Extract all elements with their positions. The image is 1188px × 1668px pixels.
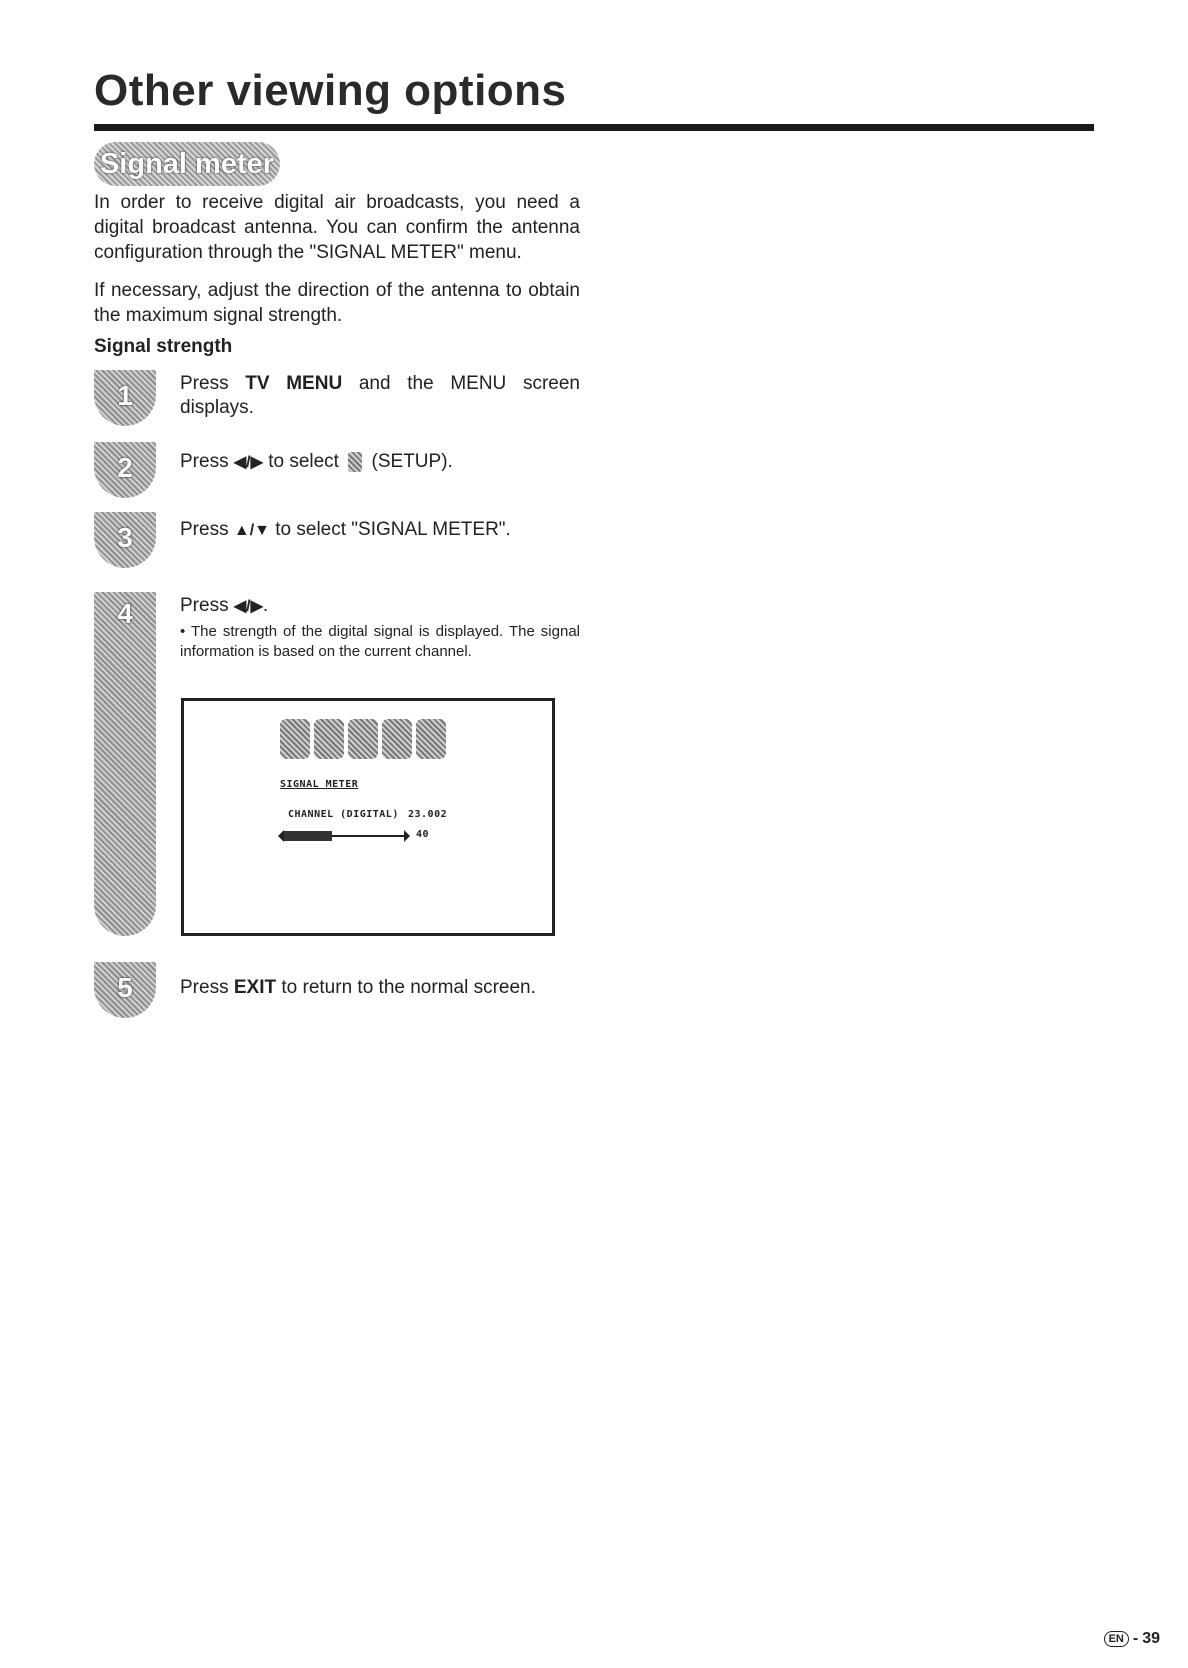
- step-3-number: 3: [117, 522, 133, 553]
- osd-menu-icons: [280, 719, 450, 763]
- step-1-badge: [94, 370, 156, 426]
- section-heading-label: Signal meter: [99, 147, 275, 180]
- step-5-badge: [94, 962, 156, 1018]
- option-icon: [382, 719, 412, 759]
- step-2-number: 2: [117, 452, 133, 483]
- step-5-number: 5: [117, 972, 133, 1003]
- step-4-number: 4: [117, 598, 133, 629]
- bar-right-arrow-icon: [404, 830, 410, 842]
- subheading: Signal strength: [94, 336, 233, 357]
- page-title: Other viewing options: [94, 66, 567, 115]
- audio-icon: [314, 719, 344, 759]
- osd-channel-value: 23.002: [408, 809, 448, 820]
- intro-paragraph-1: In order to receive digital air broadcasts, you need a digital broadcast antenna. You can confirm the antenna configuration through the "SIGNAL METER" menu.: [94, 192, 580, 263]
- signal-strength-bar: [284, 835, 404, 837]
- picture-icon: [280, 719, 310, 759]
- step-5-text: Press EXIT to return to the normal screen.: [180, 977, 536, 998]
- step-3-badge: [94, 512, 156, 568]
- signal-meter-screen: [181, 698, 555, 936]
- step-2-badge: [94, 442, 156, 498]
- signal-strength-fill: [284, 831, 332, 841]
- step-1-text: Press TV MENU and the MENU screen displays.: [180, 373, 580, 418]
- language-badge: EN: [1104, 1631, 1129, 1647]
- lock-icon: [416, 719, 446, 759]
- step-3-text: Press ▲/▼ to select "SIGNAL METER".: [180, 519, 511, 540]
- step-2-text: Press ◀/▶ to select (SETUP).: [180, 451, 453, 472]
- intro-paragraph-2: If necessary, adjust the direction of the antenna to obtain the maximum signal strength.: [94, 280, 580, 326]
- step-1-number: 1: [117, 380, 133, 411]
- page-footer: [1104, 1630, 1160, 1648]
- step-4-note: • The strength of the digital signal is displayed. The signal information is based on the current channel.: [180, 623, 580, 660]
- page-number: 39: [1142, 1630, 1160, 1647]
- step-4-text: Press ◀/▶.: [180, 595, 269, 616]
- step-4-badge: [94, 592, 156, 936]
- osd-menu-title: SIGNAL METER: [280, 779, 359, 790]
- osd-strength-value: 40: [416, 829, 430, 840]
- setup-icon: [348, 452, 362, 472]
- title-rule: [94, 124, 1094, 131]
- section-heading: [94, 142, 280, 186]
- osd-channel-label: CHANNEL (DIGITAL): [288, 809, 399, 820]
- page-separator: -: [1132, 1630, 1139, 1647]
- setup-icon: [348, 719, 378, 759]
